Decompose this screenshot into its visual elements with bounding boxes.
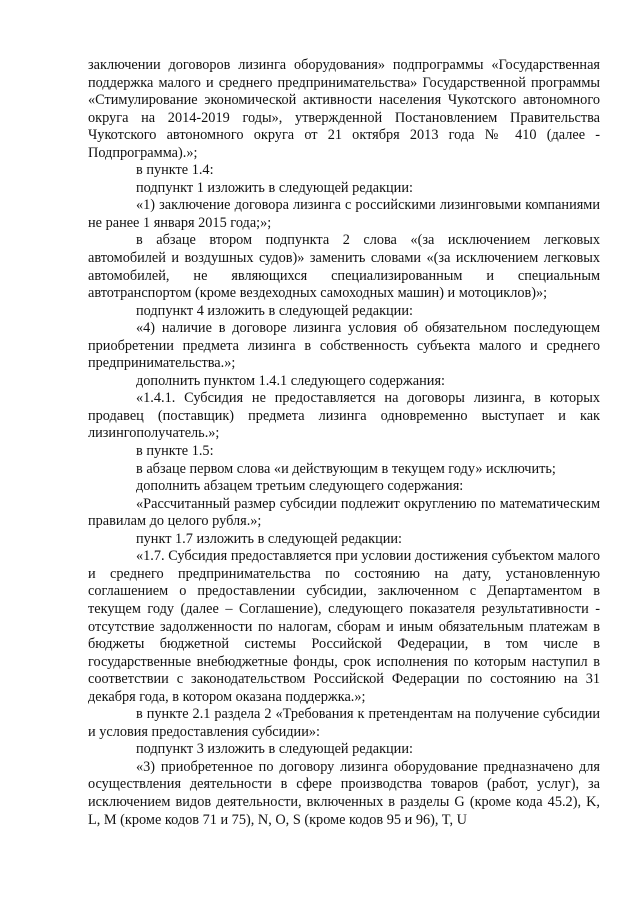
document-page bbox=[88, 57, 600, 829]
paragraph-5: в абзаце втором подпункта 2 слова «(за исключением легковых автомобилей и воздушных судов)» заменить словами «(за исключением легковых автомобилей, не являющихся специализированным и специальным автотранспортом (кроме вездеходных самоходных машин) и мотоциклов)»; bbox=[88, 232, 600, 302]
paragraph-7: «4) наличие в договоре лизинга условия об обязательном последующем приобретении предмета лизинга в собственность субъекта малого и среднего предпринимательства.»; bbox=[88, 320, 600, 372]
paragraph-15: «1.7. Субсидия предоставляется при условии достижения субъектом малого и среднего предпринимательства по состоянию на дату, установленную соглашением о предоставлении субсидии, заключенном с Департаментом в текущем году (далее – Соглашение), следующего показателя результативности - отсутствие задолженности по налогам, сборам и иным обязательным платежам в бюджеты бюджетной системы Российской Федерации, в том числе в государственные внебюджетные фонды, срок исполнения по которым наступил в соответствии с законодательством Российской Федерации по состоянию на 31 декабря года, в котором оказана поддержка.»; bbox=[88, 548, 600, 705]
paragraph-1: заключении договоров лизинга оборудования» подпрограммы «Государственная поддержка малого и среднего предпринимательства» Государственной программы «Стимулирование экономической активности населения Чукотского автономного округа на 2014-2019 годы», утвержденной Постановлением Правительства Чукотского автономного округа от 21 октября 2013 года № 410 (далее - Подпрограмма).»; bbox=[88, 57, 600, 161]
paragraph-10: в пункте 1.5: bbox=[136, 443, 214, 460]
paragraph-6: подпункт 4 изложить в следующей редакции: bbox=[136, 302, 413, 319]
paragraph-14: пункт 1.7 изложить в следующей редакции: bbox=[136, 530, 403, 547]
paragraph-3: подпункт 1 изложить в следующей редакции: bbox=[136, 179, 413, 196]
paragraph-13: «Рассчитанный размер субсидии подлежит округлению по математическим правилам до целого рубля.»; bbox=[88, 495, 600, 530]
paragraph-12: дополнить абзацем третьим следующего содержания: bbox=[136, 478, 464, 495]
paragraph-9: «1.4.1. Субсидия не предоставляется на договоры лизинга, в которых продавец (поставщик) предмета лизинга одновременно выступает и как лизингополучатель.»; bbox=[88, 390, 600, 442]
paragraph-17: подпункт 3 изложить в следующей редакции: bbox=[136, 741, 413, 758]
paragraph-8: дополнить пунктом 1.4.1 следующего содержания: bbox=[136, 372, 445, 389]
paragraph-16: в пункте 2.1 раздела 2 «Требования к претендентам на получение субсидии и условия предоставления субсидии»: bbox=[88, 706, 600, 740]
paragraph-4: «1) заключение договора лизинга с российскими лизинговыми компаниями не ранее 1 января 2015 года;»; bbox=[88, 197, 600, 231]
paragraph-2: в пункте 1.4: bbox=[136, 162, 214, 179]
paragraph-11: в абзаце первом слова «и действующим в текущем году» исключить; bbox=[136, 460, 556, 477]
paragraph-18: «3) приобретенное по договору лизинга оборудование предназначено для осуществления деятельности в сфере производства товаров (работ, услуг), за исключением видов деятельности, включенных в разделы G (кроме кода 45.2), K, L, M (кроме кодов 71 и 75), N, O, S (кроме кодов 95 и 96), T, U bbox=[88, 758, 600, 828]
